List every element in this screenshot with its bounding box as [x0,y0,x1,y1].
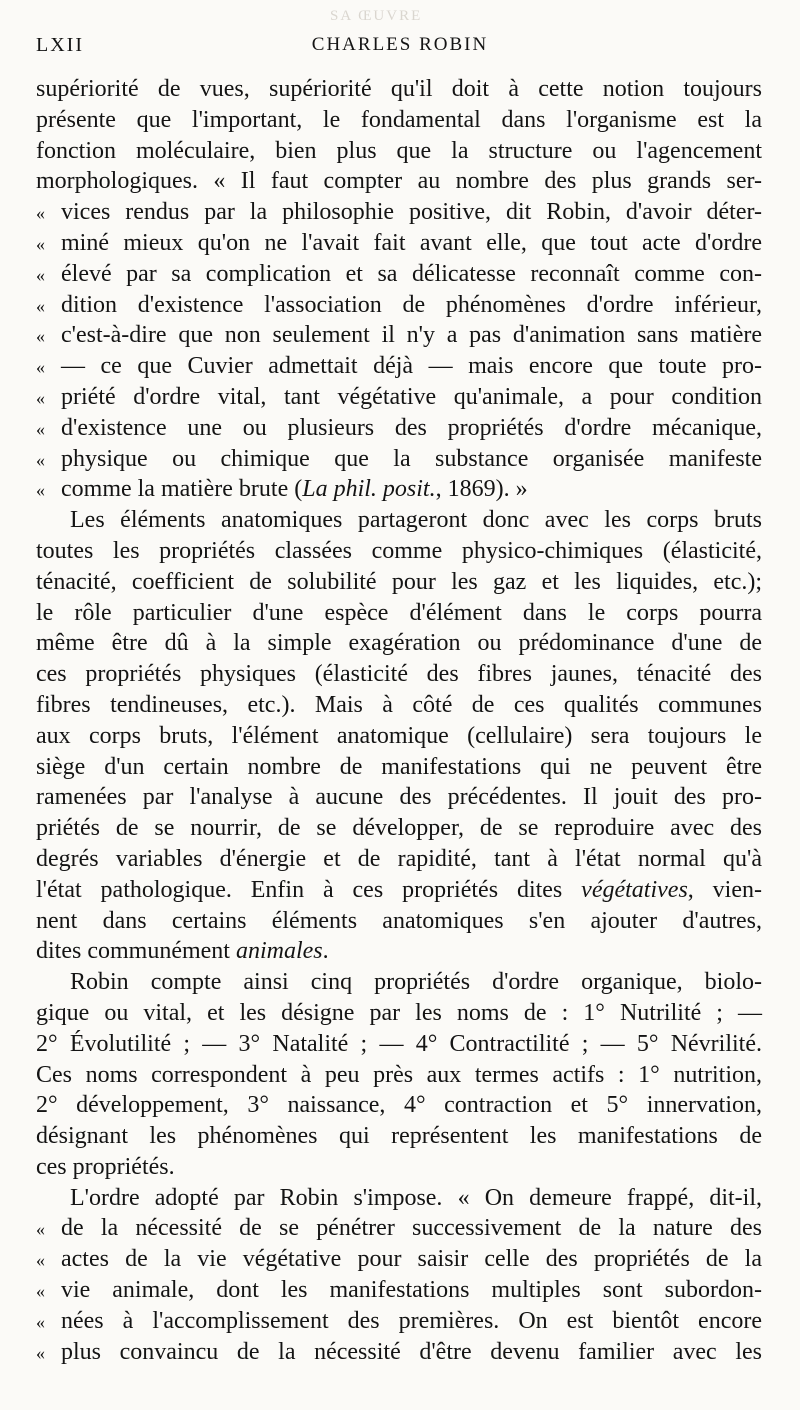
line-text: fibres tendineuses, etc.). Mais à côté de ces qualités communes [36,691,762,718]
running-head: CHARLES ROBIN [311,34,489,55]
text-line [36,659,762,690]
line-text: priétés de se nourrir, de se développer, de se reproduire avec des [36,815,762,842]
line-text: 2° Évolutilité ; — 3° Natalité ; — 4° Contractilité ; — 5° Névrilité. [36,1030,762,1057]
quote-mark: « [36,1281,45,1302]
line-text: morphologiques. « Il faut compter au nombre des plus grands ser- [36,168,762,195]
text-line [36,690,762,721]
line-text: nent dans certains éléments anatomiques s'en ajouter d'autres, [36,907,762,934]
text-line [36,906,762,937]
italic-text: La phil. posit. [302,476,436,503]
line-text: ténacité, coefficient de solubilité pour les gaz et les liquides, etc.); [36,568,762,595]
quote-mark: « [36,264,45,285]
text-line [36,320,762,351]
text-line [36,290,762,321]
line-text: aux corps bruts, l'élément anatomique (cellulaire) sera toujours le [36,722,762,749]
line-text: L'ordre adopté par Robin s'impose. « On demeure frappé, dit-il, [70,1184,762,1211]
text-line [36,1121,762,1152]
quote-mark: « [36,418,45,439]
line-text: supériorité de vues, supériorité qu'il doit à cette notion toujours [36,76,762,102]
line-text: toutes les propriétés classées comme physico-chimiques (élasticité, [36,537,762,564]
text-line [36,567,762,598]
line-text: degrés variables d'énergie et de rapidité, tant à l'état normal qu'à [36,845,762,872]
line-text: , 1869). » [435,476,528,503]
line-text: même être dû à la simple exagération ou prédominance d'une de [36,630,762,657]
text-line [36,844,762,875]
text-line [36,598,762,629]
quote-mark: « [36,233,45,254]
text-line [36,936,762,967]
text-line [36,382,762,413]
line-text: plus convaincu de la nécessité d'être devenu familier avec les [61,1338,762,1365]
text-line [36,474,762,505]
text-line [36,1183,762,1214]
line-text: nées à l'accomplissement des premières. On est bientôt encore [61,1307,762,1334]
text-line [36,967,762,998]
line-text: siège d'un certain nombre de manifestations qui ne peuvent être [36,753,762,780]
line-text: ces propriétés. [36,1153,175,1180]
line-text: c'est-à-dire que non seulement il n'y a pas d'animation sans matière [61,322,762,349]
text-line [36,74,762,105]
quote-mark: « [36,203,45,224]
line-text: dition d'existence l'association de phénomènes d'ordre inférieur, [61,291,762,318]
quote-mark: « [36,1219,45,1240]
italic-text: végétatives [581,876,688,903]
quote-mark: « [36,449,45,470]
line-text: l'état pathologique. Enfin à ces propriétés dites [36,876,582,903]
line-text: présente que l'important, le fondamental dans l'organisme est la [36,106,762,133]
text-line [36,228,762,259]
line-text: élevé par sa complication et sa délicatesse reconnaît comme con- [61,260,762,287]
line-text: , vien- [687,876,762,903]
line-text: Les éléments anatomiques partageront donc avec les corps bruts [70,507,762,534]
text-line [36,782,762,813]
text-line [36,1337,762,1368]
quote-mark: « [36,1342,45,1363]
text-line [36,721,762,752]
line-text: fonction moléculaire, bien plus que la structure ou l'agencement [36,137,762,164]
text-line [36,1244,762,1275]
text-line [36,1275,762,1306]
page-number: LXII [36,34,84,56]
body-text [36,74,762,1367]
text-line [36,875,762,906]
italic-text: animales [235,938,323,965]
quote-mark: « [36,295,45,316]
line-text: vices rendus par la philosophie positive, dit Robin, d'avoir déter- [61,199,762,226]
text-line [36,1090,762,1121]
text-line [36,444,762,475]
page-header [36,34,764,64]
text-line [36,998,762,1029]
line-text: gique ou vital, et les désigne par les noms de : 1° Nutrilité ; — [36,999,762,1026]
quote-mark: « [36,357,45,378]
line-text: physique ou chimique que la substance organisée manifeste [61,445,762,472]
text-line [36,752,762,783]
text-line [36,1306,762,1337]
line-text: miné mieux qu'on ne l'avait fait avant elle, que tout acte d'ordre [61,229,762,256]
text-line [36,351,762,382]
text-line [36,1152,762,1183]
line-text: dites communément [36,938,236,965]
text-line [36,1213,762,1244]
quote-mark: « [36,1311,45,1332]
line-text: — ce que Cuvier admettait déjà — mais encore que toute pro- [61,353,762,380]
line-text: vie animale, dont les manifestations multiples sont subordon- [61,1277,762,1304]
quote-mark: « [36,1250,45,1271]
line-text: comme la matière brute ( [61,476,303,503]
line-text: ramenées par l'analyse à aucune des précédentes. Il jouit des pro- [36,784,762,811]
text-line [36,1029,762,1060]
text-line [36,413,762,444]
text-line [36,628,762,659]
line-text: priété d'ordre vital, tant végétative qu'animale, a pour condition [61,383,762,410]
line-text: ces propriétés physiques (élasticité des fibres jaunes, ténacité des [36,661,762,688]
text-line [36,505,762,536]
text-line [36,1060,762,1091]
line-text: de la nécessité de se pénétrer successivement de la nature des [61,1215,762,1242]
bleed-through-text: SA ŒUVRE [330,8,423,24]
text-line [36,536,762,567]
text-line [36,136,762,167]
text-line [36,259,762,290]
line-text: 2° développement, 3° naissance, 4° contraction et 5° innervation, [36,1092,762,1119]
line-text: Ces noms correspondent à peu près aux termes actifs : 1° nutrition, [36,1061,762,1088]
line-text: Robin compte ainsi cinq propriétés d'ordre organique, biolo- [70,969,762,996]
text-line [36,166,762,197]
line-text: actes de la vie végétative pour saisir celle des propriétés de la [61,1246,762,1273]
line-text: désignant les phénomènes qui représentent les manifestations de [36,1123,762,1150]
text-line [36,197,762,228]
line-text: . [322,938,329,965]
line-text: le rôle particulier d'une espèce d'élément dans le corps pourra [36,599,762,626]
text-line [36,813,762,844]
line-text: d'existence une ou plusieurs des propriétés d'ordre mécanique, [61,414,762,441]
quote-mark: « [36,326,45,347]
quote-mark: « [36,480,45,501]
text-line [36,105,762,136]
quote-mark: « [36,387,45,408]
